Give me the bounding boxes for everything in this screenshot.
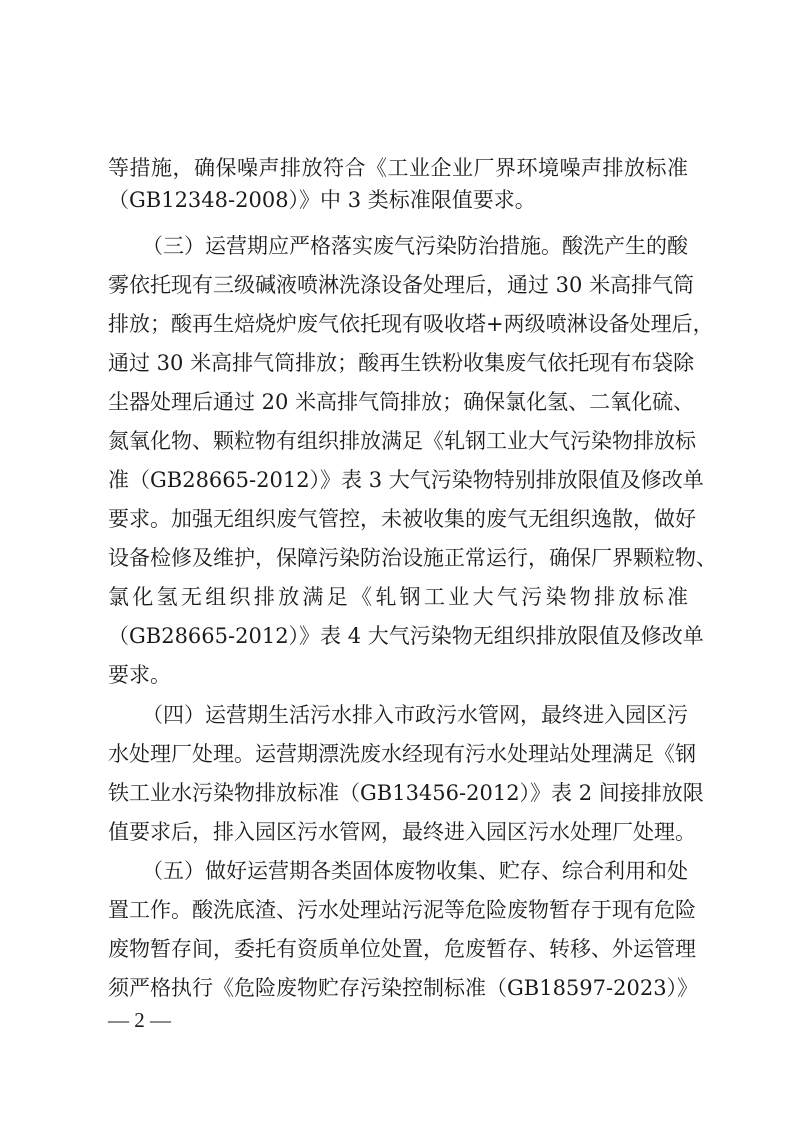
- text-line-16: 水处理厂处理。运营期漂洗废水经现有污水处理站处理满足《钢: [108, 742, 696, 766]
- text-line-11: 设备检修及维护，保障污染防治设施正常运行，确保厂界颗粒物、: [108, 546, 717, 570]
- page-number: — 2 —: [108, 1008, 171, 1032]
- text-line-21: 废物暂存间，委托有资质单位处置，危废暂存、转移、外运管理: [108, 937, 696, 961]
- text-line-18: 值要求后，排入园区污水管网，最终进入园区污水处理厂处理。: [108, 820, 696, 844]
- text-line-8: 氮氧化物、颗粒物有组织排放满足《轧钢工业大气污染物排放标: [108, 429, 696, 453]
- text-line-12: 氯化氢无组织排放满足《轧钢工业大气污染物排放标准: [108, 585, 688, 609]
- text-line-1: 等措施，确保噪声排放符合《工业企业厂界环境噪声排放标准: [108, 156, 688, 180]
- text-line-3: （三）运营期应严格落实废气污染防治措施。酸洗产生的酸: [142, 234, 688, 258]
- text-line-22: 须严格执行《危险废物贮存污染控制标准（GB18597-2023）》: [108, 976, 699, 1000]
- text-line-6: 通过 30 米高排气筒排放；酸再生铁粉收集废气依托现有布袋除: [108, 351, 695, 375]
- text-line-7: 尘器处理后通过 20 米高排气筒排放；确保氯化氢、二氧化硫、: [108, 390, 695, 414]
- text-line-5: 排放；酸再生焙烧炉废气依托现有吸收塔+两级喷淋设备处理后，: [108, 312, 714, 336]
- text-line-13: （GB28665-2012）》表 4 大气污染物无组织排放限值及修改单: [108, 624, 704, 648]
- text-line-15: （四）运营期生活污水排入市政污水管网，最终进入园区污: [142, 703, 688, 727]
- text-line-9: 准（GB28665-2012）》表 3 大气污染物特别排放限值及修改单: [108, 468, 704, 492]
- text-line-20: 置工作。酸洗底渣、污水处理站污泥等危险废物暂存于现有危险: [108, 898, 696, 922]
- text-line-2: （GB12348-2008）》中 3 类标准限值要求。: [108, 188, 536, 212]
- text-line-14: 要求。: [108, 663, 171, 687]
- text-line-4: 雾依托现有三级碱液喷淋洗涤设备处理后，通过 30 米高排气筒: [108, 273, 695, 297]
- text-line-17: 铁工业水污染物排放标准（GB13456-2012）》表 2 间接排放限: [108, 781, 704, 805]
- text-line-10: 要求。加强无组织废气管控，未被收集的废气无组织逸散，做好: [108, 507, 696, 531]
- text-line-19: （五）做好运营期各类固体废物收集、贮存、综合利用和处: [142, 859, 688, 883]
